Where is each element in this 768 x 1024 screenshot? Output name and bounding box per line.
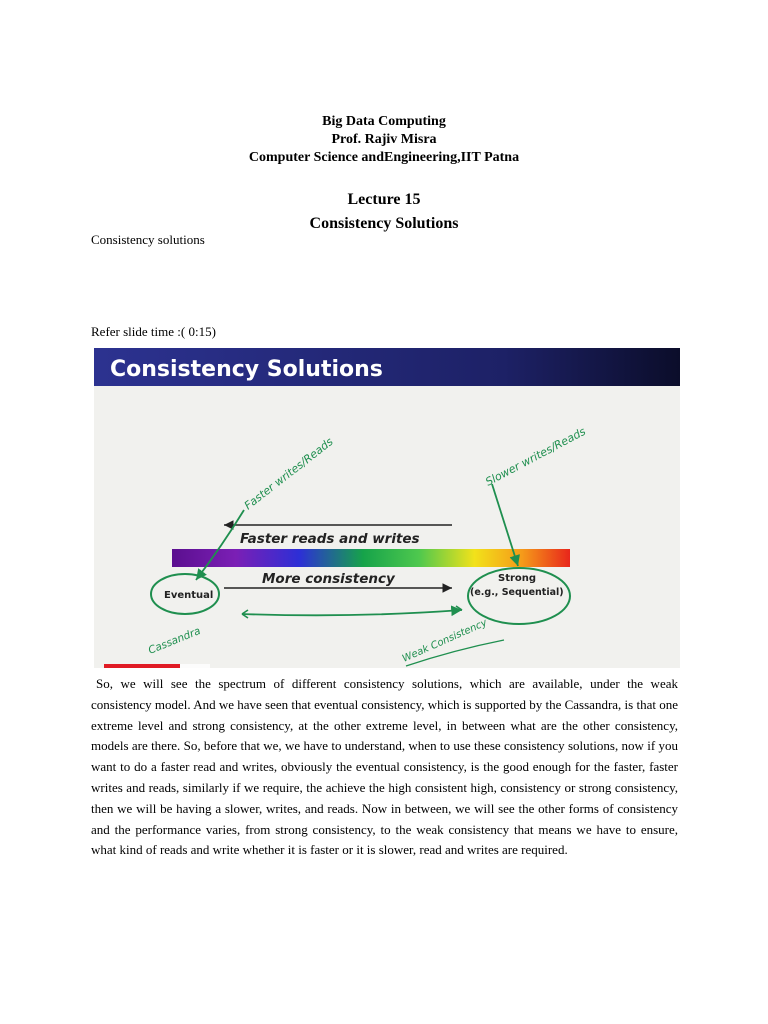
- slide-image: [94, 348, 680, 668]
- course-header: [0, 113, 768, 167]
- video-buffer-bar: [180, 664, 210, 668]
- handwriting-slower: Slower writes/Reads: [483, 424, 588, 489]
- department: Computer Science andEngineering,IIT Patna: [248, 150, 520, 165]
- handwriting-cassandra: Cassandra: [146, 624, 203, 657]
- eventual-label: Eventual: [164, 590, 214, 601]
- transcript-body: [91, 674, 678, 861]
- strong-example: (e.g., Sequential): [470, 587, 564, 598]
- faster-pointer-arrow: [196, 510, 244, 580]
- lecture-number: Lecture 15: [347, 191, 421, 208]
- video-progress-bar: [104, 664, 180, 668]
- lecture-title: Consistency Solutions: [309, 215, 459, 232]
- consistency-spectrum-bar: [172, 549, 570, 567]
- faster-label: Faster reads and writes: [240, 531, 420, 547]
- professor-name: Prof. Rajiv Misra: [331, 132, 437, 147]
- course-title: Big Data Computing: [322, 114, 446, 129]
- transcript-paragraph: So, we will see the spectrum of different consistency solutions, which are available, under the weak consistency model. And we have seen that eventual consistency, which is supported by the Cassandra, is that one extreme level and strong consistency, at the other extreme level, in between what are the other consistency, models are there. So, before that we, we have to understand, when to use these consistency solutions, now if you want to do a faster read and writes, obviously the eventual consistency, is the good enough for the faster, faster writes and reads, similarly if we require, the achieve the high consistent high, consistency or strong consistency, then we will be having a slower, writes, and reads. Now in between, we will see the other forms of consistency and the performance varies, from strong consistency, to the weak consistency that means we have to ensure, what kind of reads and write whether it is faster or it is slower, read and writes are required.: [91, 676, 678, 858]
- strong-label: Strong: [498, 573, 537, 584]
- section-label: Consistency solutions: [91, 232, 205, 247]
- handwriting-faster: Faster writes/Reads: [241, 435, 336, 513]
- slide-title: Consistency Solutions: [110, 357, 383, 382]
- slide-graphic: [94, 348, 680, 668]
- slide-reference: Refer slide time :( 0:15): [91, 324, 216, 339]
- handwriting-weak: Weak Consistency: [400, 617, 489, 665]
- lecture-header: [0, 188, 768, 236]
- handwritten-arrow-right: [242, 610, 462, 615]
- more-consistency-label: More consistency: [262, 571, 395, 587]
